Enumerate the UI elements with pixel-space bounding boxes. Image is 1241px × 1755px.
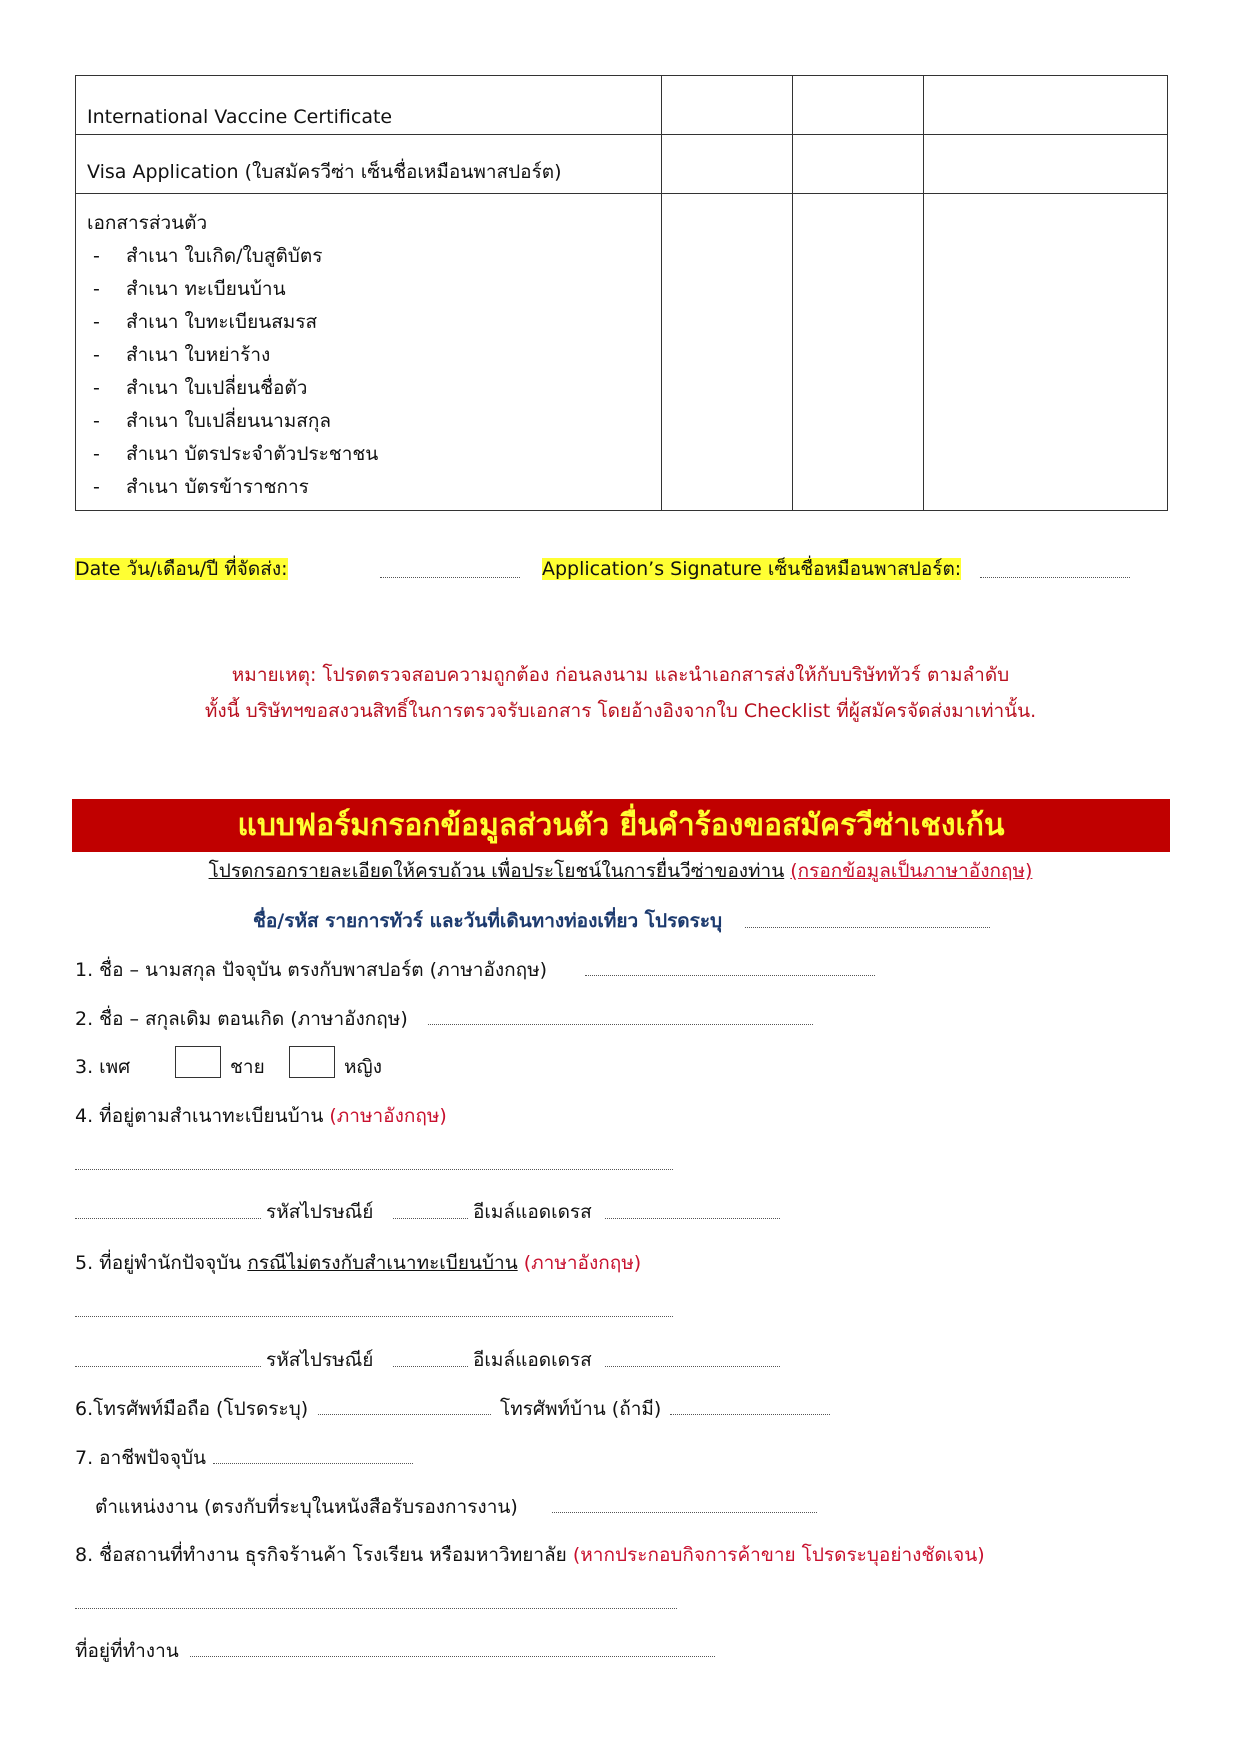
q7-input-line[interactable] <box>213 1449 413 1464</box>
q3-label: 3. เพศ <box>75 1056 131 1078</box>
table-row <box>76 135 1168 194</box>
female-label: หญิง <box>344 1056 382 1078</box>
remark-cell <box>924 76 1168 135</box>
check-cell <box>662 135 793 194</box>
q4-address-line[interactable] <box>75 1155 673 1170</box>
q7-position-label: ตำแหน่งงาน (ตรงกับที่ระบุในหนังสือรับรองการงาน) <box>95 1496 518 1518</box>
personal-docs-title: เอกสารส่วนตัว <box>87 212 208 234</box>
q7-label: 7. อาชีพปัจจุบัน <box>75 1447 207 1469</box>
doc-vaccine-certificate: International Vaccine Certificate <box>76 76 662 135</box>
table-row <box>76 76 1168 135</box>
q5-email-input[interactable] <box>605 1352 780 1367</box>
q5-label: 5. ที่อยู่พำนักปัจจุบัน กรณีไม่ตรงกับสำเนาทะเบียนบ้าน (ภาษาอังกฤษ) <box>75 1252 642 1274</box>
note-line-2: ทั้งนี้ บริษัทฯขอสงวนสิทธิ์ในการตรวจรับเอกสาร โดยอ้างอิงจากใบ Checklist ที่ผู้สมัครจัดส่งมาเท่านั้น. <box>204 700 1037 722</box>
document-checklist-table <box>75 75 1168 511</box>
note-line-1: หมายเหตุ: โปรดตรวจสอบความถูกต้อง ก่อนลงนาม และนำเอกสารส่งให้กับบริษัททัวร์ ตามลำดับ <box>231 664 1010 686</box>
q4-postal-input[interactable] <box>393 1204 468 1219</box>
date-input-line[interactable] <box>380 563 520 578</box>
q7-position-input[interactable] <box>552 1498 817 1513</box>
list-item: - สำเนา ใบเกิด/ใบสูติบัตร <box>87 240 650 273</box>
date-label: Date วัน/เดือน/ปี ที่จัดส่ง: <box>75 558 288 580</box>
male-label: ชาย <box>230 1056 265 1078</box>
doc-personal-documents <box>76 194 662 511</box>
tour-label: ชื่อ/รหัส รายการทัวร์ และวันที่เดินทางท่องเที่ยว โปรดระบุ <box>253 910 723 932</box>
q2-label: 2. ชื่อ – สกุลเดิม ตอนเกิด (ภาษาอังกฤษ) <box>75 1008 408 1030</box>
list-item: - สำเนา ใบทะเบียนสมรส <box>87 306 650 339</box>
q5-address-line-2[interactable] <box>75 1352 261 1367</box>
list-item: - สำเนา บัตรประจำตัวประชาชน <box>87 438 650 471</box>
remark-cell <box>924 135 1168 194</box>
list-item: - สำเนา ใบหย่าร้าง <box>87 339 650 372</box>
form-subtitle <box>0 856 1241 886</box>
q6-home-input[interactable] <box>670 1400 830 1415</box>
q6-mobile-input[interactable] <box>318 1400 491 1415</box>
form-title-banner: แบบฟอร์มกรอกข้อมูลส่วนตัว ยื่นคำร้องขอสมัครวีซ่าเชงเก้น <box>72 799 1170 852</box>
signature-label: Application’s Signature เซ็นชื่อหมือนพาสปอร์ต: <box>542 558 962 580</box>
q1-label: 1. ชื่อ – นามสกุล ปัจจุบัน ตรงกับพาสปอร์ต (ภาษาอังกฤษ) <box>75 959 548 981</box>
date-field <box>75 554 288 584</box>
check-cell <box>793 135 924 194</box>
q5-address-line[interactable] <box>75 1302 673 1317</box>
female-checkbox[interactable] <box>289 1046 335 1078</box>
list-item: - สำเนา ใบเปลี่ยนชื่อตัว <box>87 372 650 405</box>
q4-email-input[interactable] <box>605 1204 780 1219</box>
male-checkbox[interactable] <box>175 1046 221 1078</box>
tour-input-line[interactable] <box>745 913 990 928</box>
q1-input-line[interactable] <box>585 961 875 976</box>
list-item: - สำเนา บัตรข้าราชการ <box>87 471 650 504</box>
signature-input-line[interactable] <box>980 563 1130 578</box>
q2-input-line[interactable] <box>428 1010 813 1025</box>
check-cell <box>793 76 924 135</box>
signature-field <box>542 554 961 584</box>
check-cell <box>793 194 924 511</box>
q5-postal-input[interactable] <box>393 1352 468 1367</box>
subtitle-red: (กรอกข้อมูลเป็นภาษาอังกฤษ) <box>790 860 1033 882</box>
check-cell <box>662 194 793 511</box>
q8-input-line[interactable] <box>75 1594 677 1609</box>
check-cell <box>662 76 793 135</box>
personal-docs-list <box>87 207 650 504</box>
q4-label: 4. ที่อยู่ตามสำเนาทะเบียนบ้าน (ภาษาอังกฤษ) <box>75 1105 447 1127</box>
q5-email-label: อีเมล์แอดเดรส <box>473 1349 592 1371</box>
q4-postal-label: รหัสไปรษณีย์ <box>266 1201 374 1223</box>
work-address-input[interactable] <box>190 1642 715 1657</box>
q6-home-label: โทรศัพท์บ้าน (ถ้ามี) <box>500 1398 662 1420</box>
q4-email-label: อีเมล์แอดเดรส <box>473 1201 592 1223</box>
q4-address-line-2[interactable] <box>75 1204 261 1219</box>
work-address-label: ที่อยู่ที่ทำงาน <box>75 1640 179 1662</box>
list-item: - สำเนา ใบเปลี่ยนนามสกุล <box>87 405 650 438</box>
q8-label: 8. ชื่อสถานที่ทำงาน ธุรกิจร้านค้า โรงเรียน หรือมหาวิทยาลัย (หากประกอบกิจการค้าขาย โปรดระบุอย่างชัดเจน) <box>75 1544 985 1566</box>
q6-mobile-label: 6.โทรศัพท์มือถือ (โปรดระบุ) <box>75 1398 309 1420</box>
q5-postal-label: รหัสไปรษณีย์ <box>266 1349 374 1371</box>
table-row <box>76 194 1168 511</box>
remark-cell <box>924 194 1168 511</box>
list-item: - สำเนา ทะเบียนบ้าน <box>87 273 650 306</box>
subtitle-main: โปรดกรอกรายละเอียดให้ครบถ้วน เพื่อประโยชน์ในการยื่นวีซ่าของท่าน <box>208 860 785 882</box>
doc-visa-application: Visa Application (ใบสมัครวีซ่า เซ็นชื่อเหมือนพาสปอร์ต) <box>76 135 662 194</box>
